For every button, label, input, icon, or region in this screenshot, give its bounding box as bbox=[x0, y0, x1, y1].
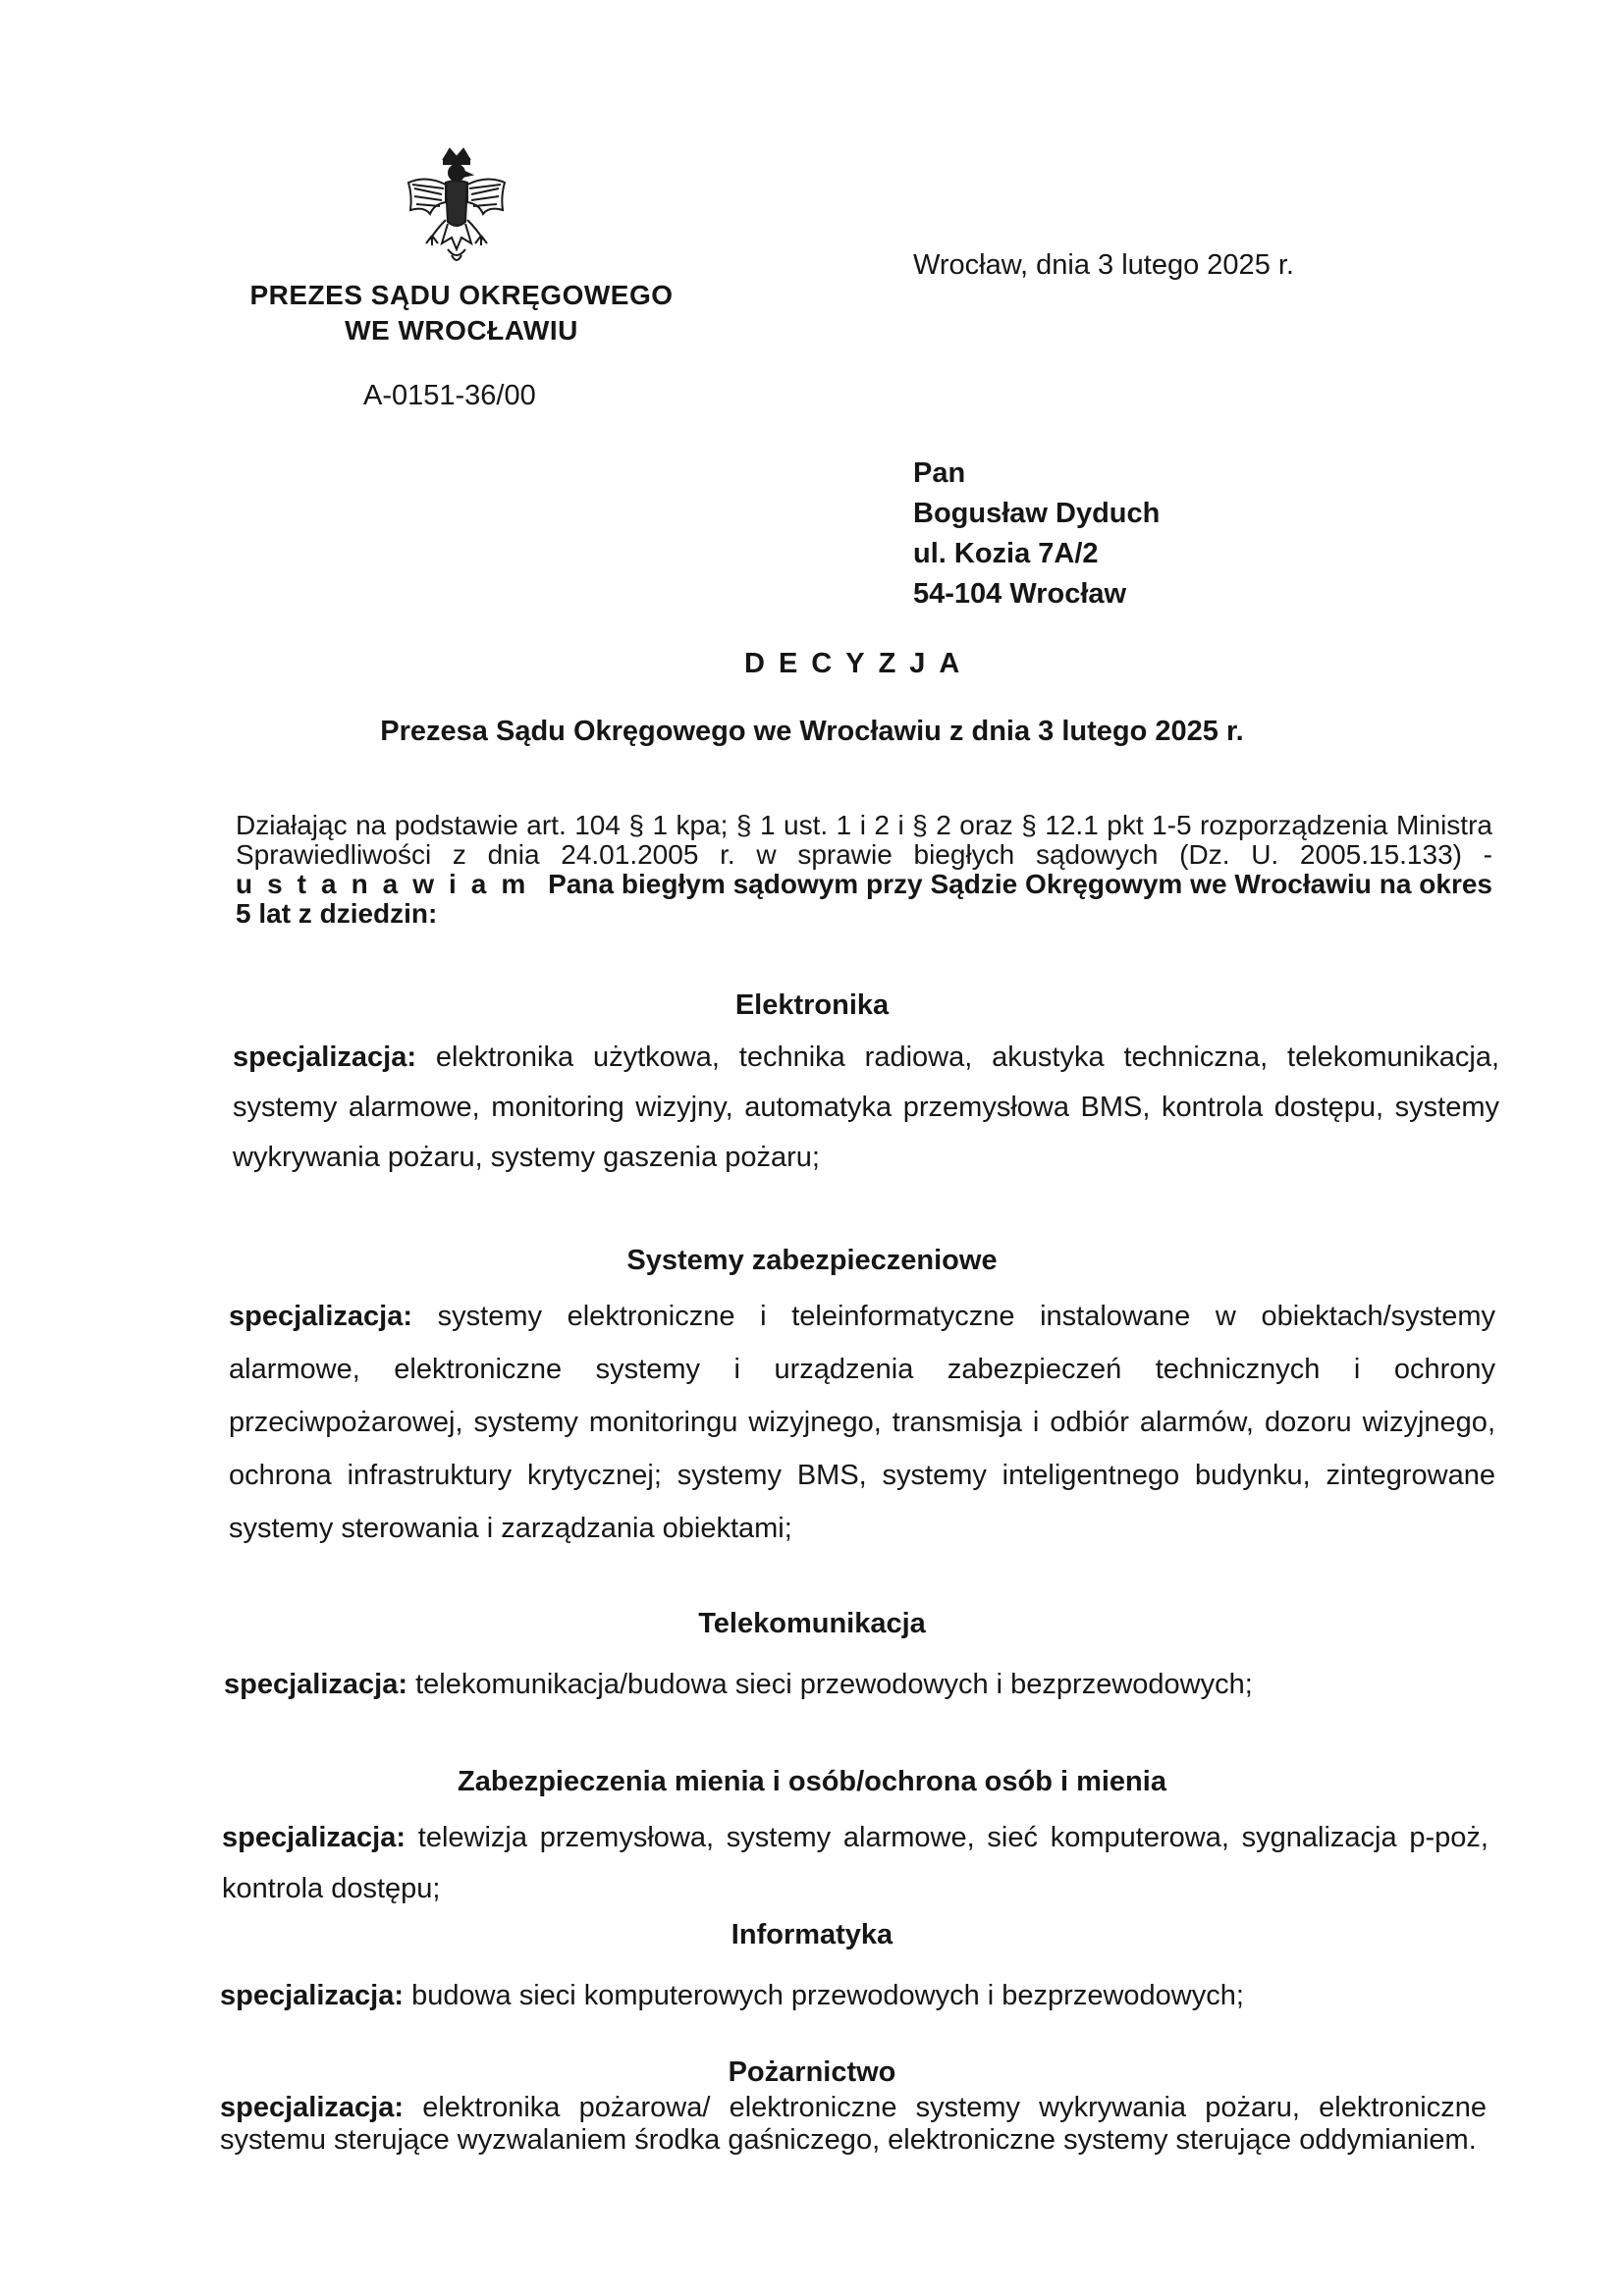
polish-eagle-emblem-icon bbox=[403, 145, 511, 273]
decision-title: DECYZJA bbox=[744, 648, 974, 679]
legal-basis-text: Działając na podstawie art. 104 § 1 kpa; § 1 ust. 1 i 2 i § 2 oraz § 12.1 pkt 1-5 rozporządzenia Ministra Sprawiedliwości z dnia 24.01.2005 r. w sprawie biegłych sądowych (Dz. U. 2005.15.133) - bbox=[236, 810, 1492, 870]
place-date: Wrocław, dnia 3 lutego 2025 r. bbox=[913, 249, 1294, 281]
issuer-heading bbox=[226, 278, 697, 348]
reference-number: A-0151-36/00 bbox=[363, 380, 536, 411]
domain-specialization bbox=[224, 1660, 1490, 1709]
addressee-salutation: Pan bbox=[913, 457, 966, 489]
domain-title: Systemy zabezpieczeniowe bbox=[626, 1245, 998, 1276]
spec-text: elektronika użytkowa, technika radiowa, akustyka techniczna, telekomunikacja, systemy alarmowe, monitoring wizyjny, automatyka przemysłowa BMS, kontrola dostępu, systemy wykrywania pożaru, systemy gaszenia pożaru; bbox=[233, 1041, 1500, 1173]
spec-label: specjalizacja: bbox=[233, 1041, 416, 1073]
domain-title: Informatyka bbox=[731, 1919, 893, 1950]
spec-text: systemy elektroniczne i teleinformatyczne instalowane w obiektach/systemy alarmowe, elektroniczne systemy i urządzenia zabezpieczeń technicznych i ochrony przeciwpożarowej, systemy monitoringu wizyjnego, transmisja i odbiór alarmów, dozoru wizyjnego, ochrona infrastruktury krytycznej; systemy BMS, systemy inteligentnego budynku, zintegrowane systemy sterowania i zarządzania obiektami; bbox=[229, 1301, 1495, 1544]
addressee-city: 54-104 Wrocław bbox=[913, 578, 1127, 610]
domain-title: Telekomunikacja bbox=[698, 1608, 926, 1639]
spec-label: specjalizacja: bbox=[224, 1669, 407, 1700]
addressee-name: Bogusław Dyduch bbox=[913, 498, 1161, 529]
domain-specialization bbox=[220, 1971, 1487, 2020]
addressee-block bbox=[913, 454, 1160, 614]
issuer-line-1: PREZES SĄDU OKRĘGOWEGO bbox=[249, 280, 674, 310]
spec-label: specjalizacja: bbox=[222, 1822, 406, 1853]
spec-label: specjalizacja: bbox=[220, 2092, 404, 2123]
spec-text: telewizja przemysłowa, systemy alarmowe, sieć komputerowa, sygnalizacja p-poż, kontrola dostępu; bbox=[222, 1822, 1489, 1904]
addressee-street: ul. Kozia 7A/2 bbox=[913, 538, 1099, 569]
domain-specialization bbox=[229, 1290, 1495, 1555]
spec-text: elektronika pożarowa/ elektroniczne systemy wykrywania pożaru, elektroniczne systemu sterujące wyzwalaniem środka gaśniczego, elektroniczne systemy sterujące oddymianiem. bbox=[220, 2092, 1487, 2156]
spec-text: budowa sieci komputerowych przewodowych i bezprzewodowych; bbox=[411, 1980, 1244, 2011]
appointment-text: Pana biegłym sądowym przy Sądzie Okręgowym we Wrocławiu na okres 5 lat z dziedzin: bbox=[236, 869, 1492, 929]
domain-specialization bbox=[233, 1033, 1499, 1183]
domain-title: Zabezpieczenia mienia i osób/ochrona osób i mienia bbox=[458, 1766, 1166, 1797]
spec-text: telekomunikacja/budowa sieci przewodowych i bezprzewodowych; bbox=[415, 1669, 1253, 1700]
spec-label: specjalizacja: bbox=[220, 1980, 404, 2011]
domain-specialization bbox=[220, 2092, 1487, 2157]
issuer-line-2: WE WROCŁAWIU bbox=[345, 315, 578, 346]
domain-specialization bbox=[222, 1812, 1489, 1914]
legal-basis-paragraph bbox=[236, 811, 1492, 929]
spec-label: specjalizacja: bbox=[229, 1301, 412, 1332]
decision-subtitle: Prezesa Sądu Okręgowego we Wrocławiu z dnia 3 lutego 2025 r. bbox=[380, 716, 1244, 747]
domain-title: Elektronika bbox=[734, 989, 890, 1021]
establish-word: ustanawiam bbox=[236, 869, 541, 899]
domain-title: Pożarnictwo bbox=[728, 2056, 896, 2088]
